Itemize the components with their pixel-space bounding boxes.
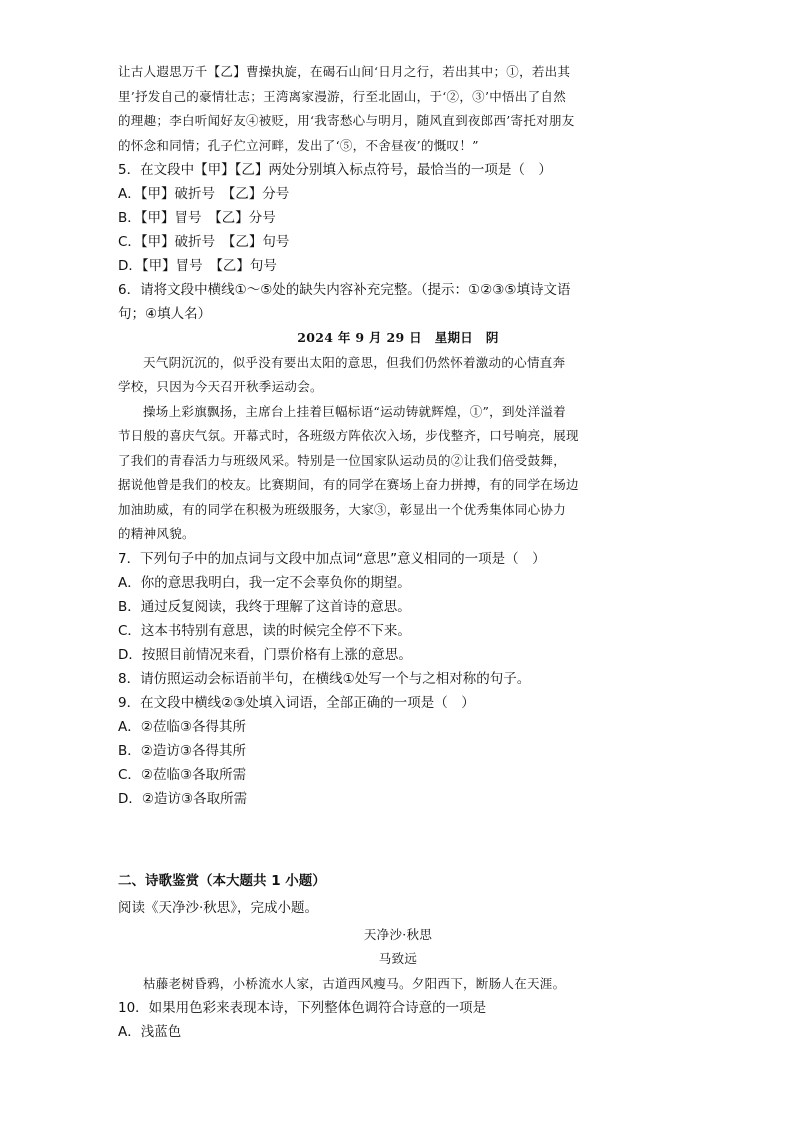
document-page [118, 60, 678, 1044]
question-6 [118, 278, 678, 326]
passage-top [118, 60, 678, 158]
question-stem: 7．下列句子中的加点词与文段中加点词“意思”意义相同的一项是（ ） [118, 550, 546, 567]
question-10 [118, 996, 678, 1044]
section-2 [118, 869, 678, 997]
diary-line: 的精神风貌。 [118, 526, 195, 541]
diary-line: 操场上彩旗飘扬，主席台上挂着巨幅标语“运动铸就辉煌，①”，到处洋溢着 [143, 403, 566, 419]
question-stem-cont: 句；④填人名） [118, 306, 212, 322]
poem-author: 马致远 [378, 951, 418, 966]
option-b: B．【甲】冒号 【乙】分号 [118, 210, 276, 226]
option-d: D．按照目前情况来看，门票价格有上涨的意思。 [118, 646, 412, 663]
option-c: C．这本书特别有意思，读的时候完全停不下来。 [118, 622, 411, 639]
question-5 [118, 158, 678, 278]
option-a: A．浅蓝色 [118, 1024, 182, 1040]
diary-line: 加油助威，有的同学在积极为班级服务，大家③，彰显出一个优秀集体同心协力 [118, 501, 567, 517]
question-stem: 6．请将文段中横线①～⑤处的缺失内容补充完整。（提示：①②③⑤填诗文语 [118, 282, 571, 298]
diary-line: 天气阴沉沉的，似乎没有要出太阳的意思，但我们仍然怀着激动的心情直奔 [143, 354, 566, 370]
question-9 [118, 691, 678, 811]
option-a: A．②莅临③各得其所 [118, 718, 246, 735]
poem-body: 枯藤老树昏鸦，小桥流水人家，古道西风瘦马。夕阳西下，断肠人在天涯。 [143, 975, 566, 991]
section-title: 二、诗歌鉴赏（本大题共 1 小题） [118, 872, 326, 889]
poem-title: 天净沙·秋思 [363, 926, 433, 942]
question-stem: 9．在文段中横线②③处填入词语，全部正确的一项是（ ） [118, 694, 475, 711]
option-b: B．通过反复阅读，我终于理解了这首诗的意思。 [118, 598, 411, 615]
passage-line: 的理趣；李白听闻好友④被贬，用‘我寄愁心与明月，随风直到夜郎西’寄托对朋友 [118, 113, 575, 128]
section-intro: 阅读《天净沙·秋思》，完成小题。 [118, 899, 319, 916]
option-d: D．【甲】冒号 【乙】句号 [118, 258, 277, 274]
passage-line: 的怀念和同情；孔子伫立河畔，发出了‘⑤，不舍昼夜’的慨叹！” [118, 137, 479, 153]
option-c: C．【甲】破折号 【乙】句号 [118, 234, 290, 250]
diary-line: 节日般的喜庆气氛。开幕式时，各班级方阵依次入场，步伐整齐，口号响亮，展现 [118, 428, 579, 443]
question-stem: 8．请仿照运动会标语前半句，在横线①处写一个与之相对称的句子。 [118, 670, 531, 687]
section-spacer [118, 811, 678, 869]
diary-line: 据说他曾是我们的校友。比赛期间，有的同学在赛场上奋力拼搏，有的同学在场边 [118, 477, 579, 492]
diary-heading: 2024 年 9 月 29 日 星期日 阴 [297, 330, 499, 345]
diary-line: 学校，只因为今天召开秋季运动会。 [118, 379, 323, 394]
diary-passage [118, 326, 678, 547]
option-c: C．②莅临③各取所需 [118, 766, 247, 783]
option-d: D．②造访③各取所需 [118, 790, 248, 807]
passage-line: 里’抒发自己的豪情壮志；王湾离家漫游，行至北固山，于‘②，③’中悟出了自然 [118, 88, 567, 104]
option-a: A．【甲】破折号 【乙】分号 [118, 186, 290, 202]
question-8 [118, 667, 678, 691]
question-stem: 5．在文段中【甲】【乙】两处分别填入标点符号，最恰当的一项是（ ） [118, 162, 552, 178]
passage-line: 让古人遐思万千【乙】曹操执旋，在碣石山间‘日月之行，若出其中；①，若出其 [118, 64, 571, 79]
option-a: A．你的意思我明白，我一定不会辜负你的期望。 [118, 574, 411, 591]
question-stem: 10．如果用色彩来表现本诗，下列整体色调符合诗意的一项是 [118, 1000, 487, 1016]
option-b: B．②造访③各得其所 [118, 742, 246, 759]
question-7 [118, 547, 678, 667]
diary-line: 了我们的青春活力与班级风采。特别是一位国家队运动员的②让我们倍受鼓舞， [118, 452, 567, 468]
